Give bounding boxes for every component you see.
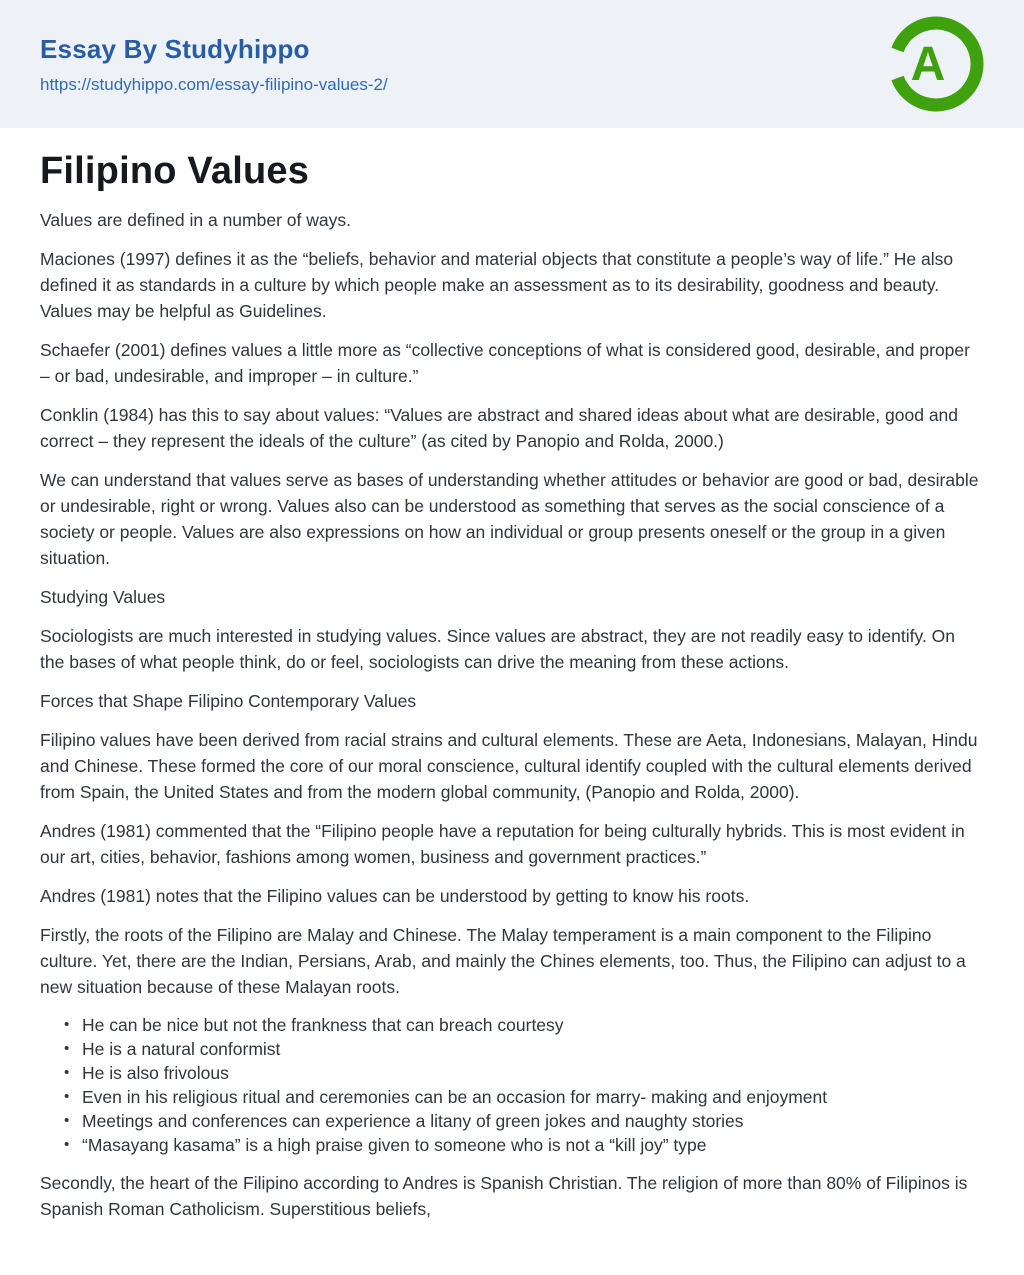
page-header bbox=[0, 0, 1024, 128]
paragraph-sociologists: Sociologists are much interested in studying values. Since values are abstract, they are not readily easy to identify. On the bases of what people think, do or feel, sociologists can drive the meaning from these actions. bbox=[40, 626, 956, 672]
list-item: • He is a natural conformist bbox=[40, 1037, 984, 1061]
intro-line: Values are defined in a number of ways. bbox=[40, 210, 351, 230]
logo-arc-icon bbox=[888, 16, 984, 112]
paragraph-conklin: Conklin (1984) has this to say about values: “Values are abstract and shared ideas about what are desirable, good and correct – they represent the ideals of the culture” (as cited by Panopio and Rolda, 2000.) bbox=[40, 405, 959, 451]
paragraph-maciones: Maciones (1997) defines it as the “beliefs, behavior and material objects that constitute a people’s way of life.” He also defined it as standards in a culture by which people make an assessment as to its desirability, goodness and beauty. Values may be helpful as Guidelines. bbox=[40, 249, 954, 321]
subheading-forces: Forces that Shape Filipino Contemporary Values bbox=[40, 691, 417, 711]
paragraph-racial-strains: Filipino values have been derived from racial strains and cultural elements. These are Aeta, Indonesians, Malayan, Hindu and Chinese. These formed the core of our moral conscience, cultural identify coupled with the cultural elements derived from Spain, the United States and from the modern global community, (Panopio and Rolda, 2000). bbox=[40, 730, 978, 802]
list-item: • He is also frivolous bbox=[40, 1061, 984, 1085]
paragraph-understanding: We can understand that values serve as bases of understanding whether attitudes or behavior are good or bad, desirable or undesirable, right or wrong. Values also can be understood as something that serves as the social conscience of a society or people. Values are also expressions on how an individual or group presents oneself or the group in a given situation. bbox=[40, 470, 979, 568]
list-item: • “Masayang kasama” is a high praise given to someone who is not a “kill joy” type bbox=[40, 1133, 984, 1157]
source-url-link[interactable]: https://studyhippo.com/essay-filipino-values-2/ bbox=[40, 74, 388, 94]
page-title: Filipino Values bbox=[40, 150, 310, 192]
studyhippo-logo bbox=[888, 16, 984, 112]
paragraph-firstly: Firstly, the roots of the Filipino are Malay and Chinese. The Malay temperament is a main component to the Filipino culture. Yet, there are the Indian, Persians, Arab, and mainly the Chines elements, too. Thus, the Filipino can adjust to a new situation because of these Malayan roots. bbox=[40, 925, 966, 997]
subheading-studying-values: Studying Values bbox=[40, 587, 166, 607]
list-item: • He can be nice but not the frankness that can breach courtesy bbox=[40, 1013, 984, 1037]
traits-list bbox=[40, 1013, 984, 1157]
essay-content bbox=[0, 128, 1024, 1222]
paragraph-andres-roots: Andres (1981) notes that the Filipino values can be understood by getting to know his roots. bbox=[40, 886, 750, 906]
list-item: • Meetings and conferences can experience a litany of green jokes and naughty stories bbox=[40, 1109, 984, 1133]
paragraph-andres-comment: Andres (1981) commented that the “Filipino people have a reputation for being culturally hybrids. This is most evident in our art, cities, behavior, fashions among women, business and government practices.” bbox=[40, 821, 965, 867]
header-text-block bbox=[40, 34, 388, 95]
paragraph-schaefer: Schaefer (2001) defines values a little more as “collective conceptions of what is considered good, desirable, and proper – or bad, undesirable, and improper – in culture.” bbox=[40, 340, 970, 386]
paragraph-secondly: Secondly, the heart of the Filipino according to Andres is Spanish Christian. The religion of more than 80% of Filipinos is Spanish Roman Catholicism. Superstitious beliefs, bbox=[40, 1173, 968, 1219]
list-item: • Even in his religious ritual and ceremonies can be an occasion for marry- making and enjoyment bbox=[40, 1085, 984, 1109]
logo-letter: A bbox=[910, 38, 946, 91]
site-title: Essay By Studyhippo bbox=[40, 33, 310, 64]
